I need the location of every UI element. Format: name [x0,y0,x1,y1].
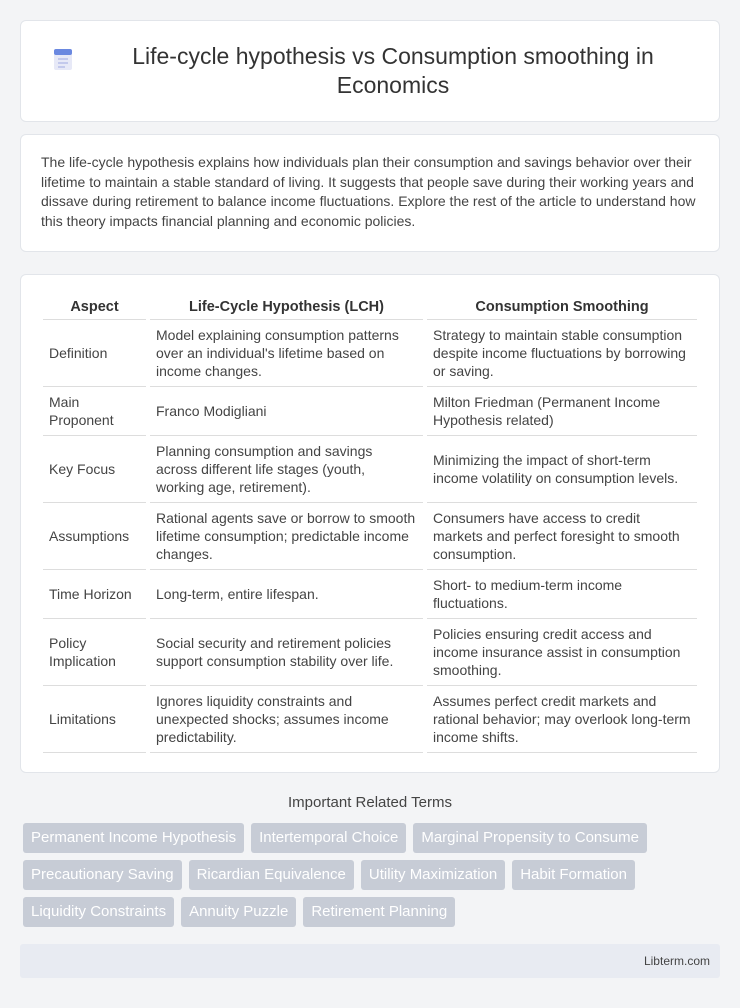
table-header-row [43,295,697,320]
lch-cell: Planning consumption and savings across different life stages (youth, working age, retirement). [150,436,423,503]
footer [20,944,720,978]
table-row [43,320,697,387]
column-header: Life-Cycle Hypothesis (LCH) [150,295,423,320]
table-row [43,686,697,753]
comparison-table [39,295,701,753]
footer-site-link[interactable]: Libterm.com [643,954,710,968]
lch-cell: Franco Modigliani [150,387,423,436]
related-term-tag[interactable]: Precautionary Saving [23,860,182,890]
intro-text: The life-cycle hypothesis explains how individuals plan their consumption and savings behavior over their lifetime to maintain a stable standard of living. It suggests that people save during their working years and dissave during retirement to balance income fluctuations. Explore the rest of the article to understand how this theory impacts financial planning and economic policies. [41,154,696,229]
related-term-tag[interactable]: Permanent Income Hypothesis [23,823,244,853]
related-terms [20,794,720,927]
related-terms-title: Important Related Terms [288,794,452,811]
lch-cell: Social security and retirement policies support consumption stability over life. [150,619,423,686]
smoothing-cell: Minimizing the impact of short-term income volatility on consumption levels. [427,436,697,503]
lch-cell: Rational agents save or borrow to smooth lifetime consumption; predictable income changes. [150,503,423,570]
aspect-cell: Main Proponent [43,387,146,436]
intro-card [20,134,720,252]
table-row [43,387,697,436]
aspect-cell: Policy Implication [43,619,146,686]
lch-cell: Long-term, entire lifespan. [150,570,423,619]
table-row [43,619,697,686]
lch-cell: Ignores liquidity constraints and unexpected shocks; assumes income predictability. [150,686,423,753]
aspect-cell: Limitations [43,686,146,753]
aspect-cell: Assumptions [43,503,146,570]
column-header: Consumption Smoothing [427,295,697,320]
related-term-tag[interactable]: Habit Formation [512,860,635,890]
table-row [43,570,697,619]
related-term-tag[interactable]: Annuity Puzzle [181,897,296,927]
smoothing-cell: Strategy to maintain stable consumption despite income fluctuations by borrowing or saving. [427,320,697,387]
smoothing-cell: Policies ensuring credit access and income insurance assist in consumption smoothing. [427,619,697,686]
smoothing-cell: Assumes perfect credit markets and rational behavior; may overlook long-term income shifts. [427,686,697,753]
title-card [20,20,720,122]
related-term-tag[interactable]: Retirement Planning [303,897,455,927]
page-title: Life-cycle hypothesis vs Consumption smoothing in Economics [132,43,654,98]
related-term-tag[interactable]: Utility Maximization [361,860,505,890]
smoothing-cell: Consumers have access to credit markets and perfect foresight to smooth consumption. [427,503,697,570]
comparison-card [20,274,720,773]
table-row [43,503,697,570]
smoothing-cell: Short- to medium-term income fluctuations. [427,570,697,619]
related-terms-list [20,823,720,927]
aspect-cell: Key Focus [43,436,146,503]
aspect-cell: Time Horizon [43,570,146,619]
table-row [43,436,697,503]
related-term-tag[interactable]: Liquidity Constraints [23,897,174,927]
column-header: Aspect [43,295,146,320]
related-term-tag[interactable]: Ricardian Equivalence [189,860,354,890]
related-term-tag[interactable]: Marginal Propensity to Consume [413,823,647,853]
smoothing-cell: Milton Friedman (Permanent Income Hypothesis related) [427,387,697,436]
document-icon [50,46,76,72]
lch-cell: Model explaining consumption patterns over an individual's lifetime based on income changes. [150,320,423,387]
related-term-tag[interactable]: Intertemporal Choice [251,823,406,853]
aspect-cell: Definition [43,320,146,387]
